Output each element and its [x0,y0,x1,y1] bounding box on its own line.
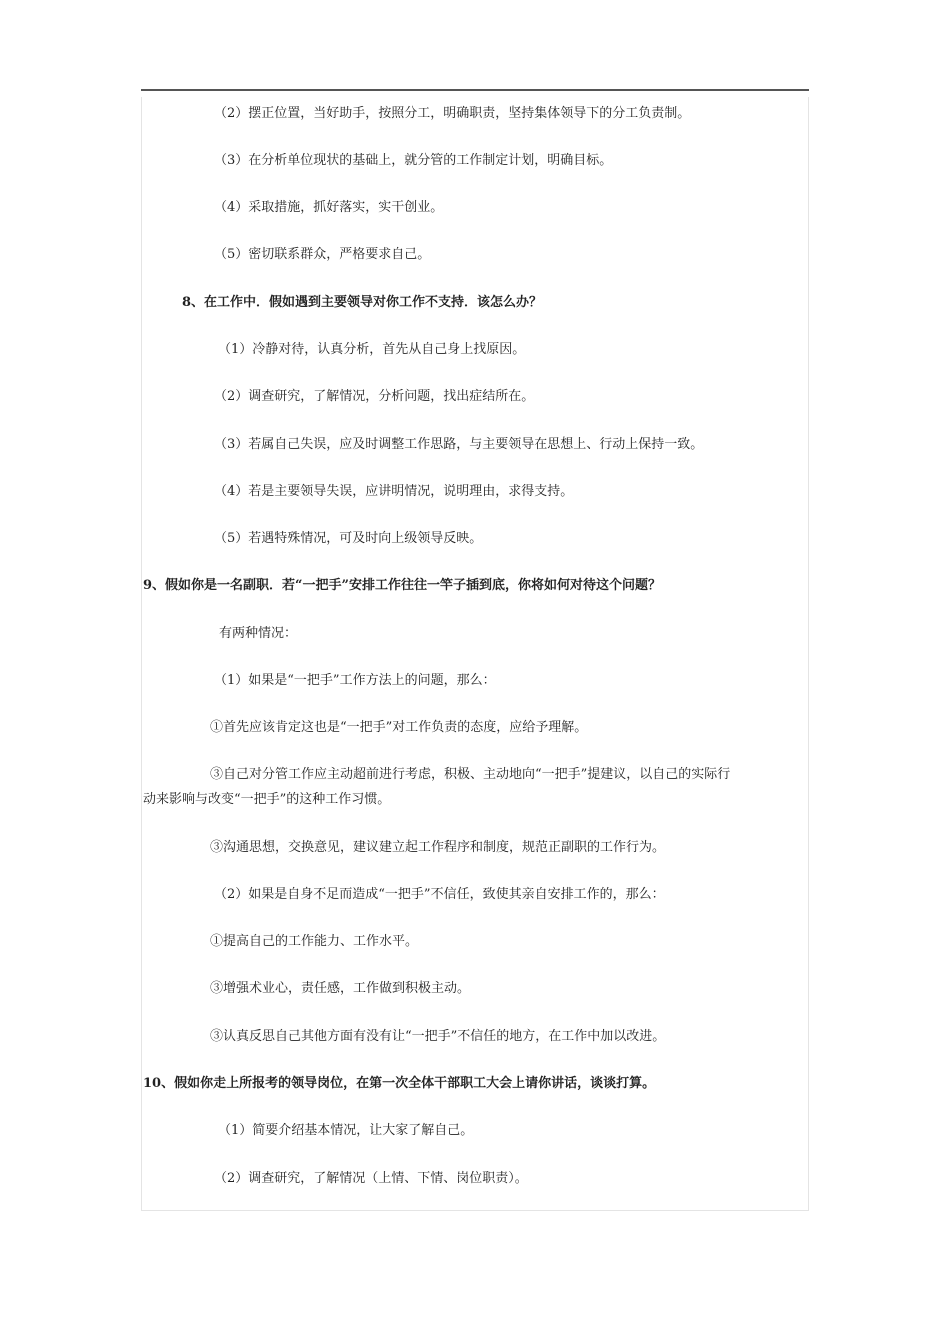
question-heading: 9、假如你是一名副职．若“一把手”安排工作往往一竿子插到底，你将如何对待这个问题？ [143,578,662,593]
item-line: ③沟通思想，交换意见，建议建立起工作程序和制度，规范正副职的工作行为。 [210,840,666,855]
question-heading: 10、假如你走上所报考的领导岗位，在第一次全体干部职工大会上请你讲话，谈谈打算。 [143,1076,656,1091]
item-line: （2）如果是自身不足而造成“一把手”不信任，致使其亲自安排工作的，那么： [214,887,665,902]
header-rule [141,89,809,91]
question-heading: 8、在工作中．假如遇到主要领导对你工作不支持．该怎么办？ [182,295,543,310]
item-line: （3）在分析单位现状的基础上，就分管的工作制定计划，明确目标。 [214,153,613,168]
item-line: ③增强术业心，责任感，工作做到积极主动。 [210,981,471,996]
item-line: （5）若遇特殊情况，可及时向上级领导反映。 [214,531,483,546]
item-line: （4）采取措施，抓好落实，实干创业。 [214,200,444,215]
item-line: （2）调查研究，了解情况（上情、下情、岗位职责）。 [214,1171,528,1186]
item-line-continuation: 动来影响与改变“一把手”的这种工作习惯。 [143,792,391,807]
item-line: ③认真反思自己其他方面有没有让“一把手”不信任的地方，在工作中加以改进。 [210,1029,666,1044]
item-line: （5）密切联系群众，严格要求自己。 [214,247,431,262]
item-line: ③自己对分管工作应主动超前进行考虑，积极、主动地向“一把手”提建议，以自己的实际行 [210,767,731,782]
item-line: （2）调查研究，了解情况，分析问题，找出症结所在。 [214,389,535,404]
item-line: （1）简要介绍基本情况，让大家了解自己。 [218,1123,474,1138]
item-line: （1）冷静对待，认真分析，首先从自己身上找原因。 [218,342,526,357]
item-line: 有两种情况： [219,626,298,641]
item-line: （4）若是主要领导失误，应讲明情况，说明理由，求得支持。 [214,484,574,499]
item-line: （1）如果是“一把手”工作方法上的问题，那么： [214,673,496,688]
item-line: ①提高自己的工作能力、工作水平。 [210,934,419,949]
item-line: （3）若属自己失误，应及时调整工作思路，与主要领导在思想上、行动上保持一致。 [214,437,704,452]
item-line: ①首先应该肯定这也是“一把手”对工作负责的态度，应给予理解。 [210,720,588,735]
item-line: （2）摆正位置，当好助手，按照分工，明确职责，坚持集体领导下的分工负责制。 [214,106,691,121]
